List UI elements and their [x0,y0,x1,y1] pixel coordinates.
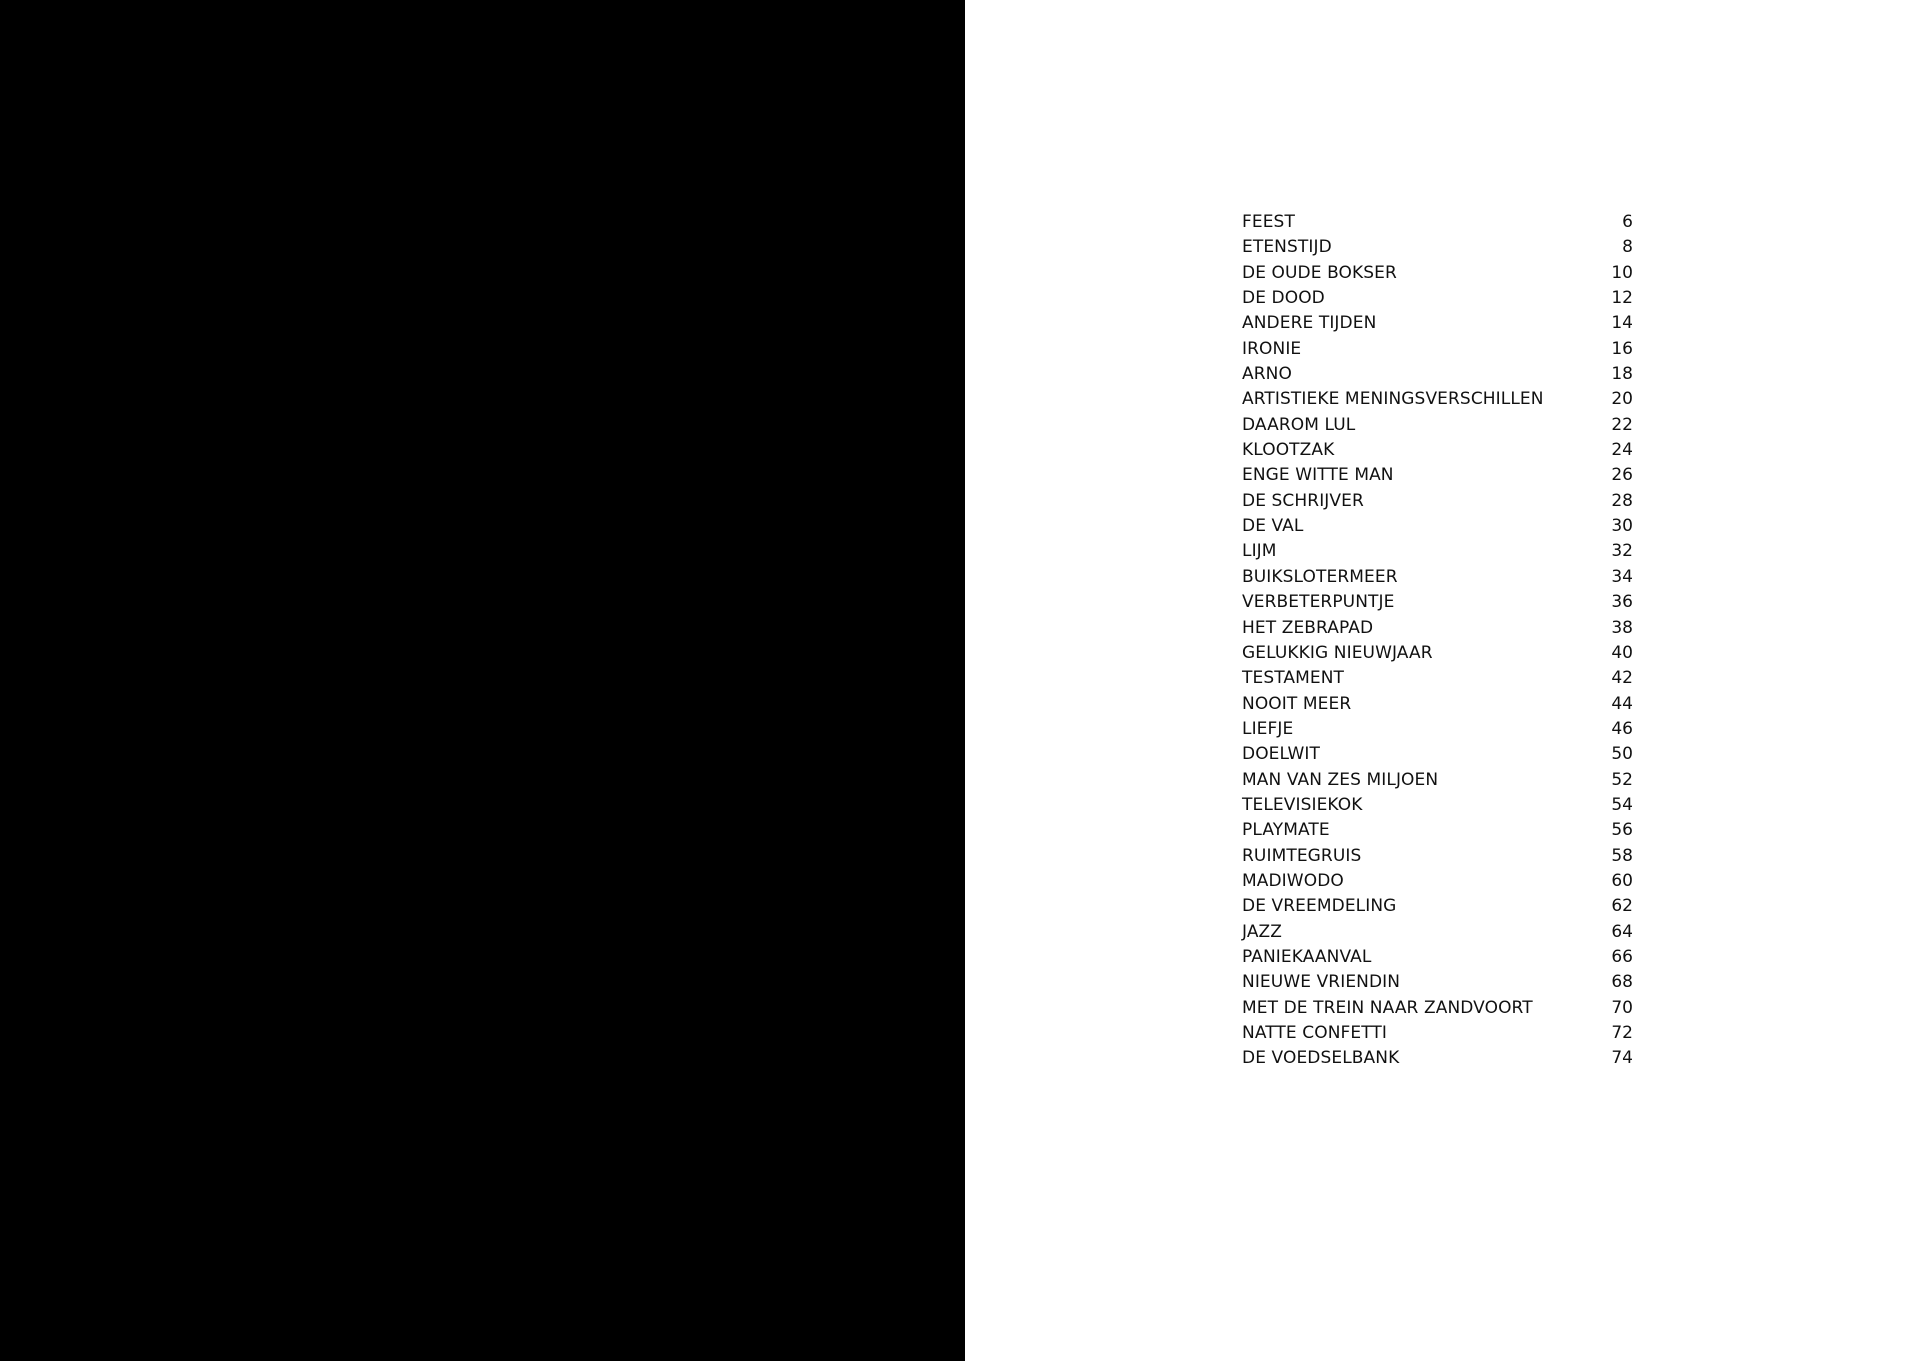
toc-entry [1242,210,1633,235]
toc-entry-page-number: 28 [1611,490,1633,511]
toc-entry [1242,514,1633,539]
toc-entry-page-number: 16 [1611,338,1633,359]
toc-entry-title: ARTISTIEKE MENINGSVERSCHILLEN [1242,389,1544,410]
toc-entry-title: ETENSTIJD [1242,237,1332,258]
toc-entry-title: IRONIE [1242,338,1302,359]
toc-entry-title: NATTE CONFETTI [1242,1023,1388,1043]
toc-entry-page-number: 46 [1611,718,1633,739]
toc-entry-page-number: 36 [1611,592,1633,613]
toc-entry [1242,717,1633,742]
toc-entry-page-number: 44 [1611,693,1633,714]
toc-entry [1242,337,1633,362]
toc-entry-page-number: 64 [1611,921,1633,942]
toc-entry-title: TESTAMENT [1242,668,1345,689]
toc-entry-title: DE VAL [1242,516,1304,537]
toc-entry-title: NIEUWE VRIENDIN [1242,972,1401,993]
toc-entry-title: PLAYMATE [1242,820,1330,841]
toc-entry-title: MET DE TREIN NAAR ZANDVOORT [1242,997,1533,1018]
toc-entry-page-number: 14 [1611,313,1633,334]
toc-entry-page-number: 54 [1611,794,1633,815]
toc-entry-title: HET ZEBRAPAD [1242,617,1374,638]
toc-entry-title: TELEVISIEKOK [1242,794,1363,815]
toc-entry-title: DAAROM LUL [1242,414,1356,435]
toc-entry-title: LIEFJE [1242,718,1294,739]
toc-entry [1242,413,1633,438]
toc-entry-title: BUIKSLOTERMEER [1242,566,1398,587]
toc-entry [1242,387,1633,412]
toc-entry-page-number: 70 [1611,997,1633,1018]
toc-entry-page-number: 68 [1611,972,1633,993]
toc-entry-page-number: 26 [1611,465,1633,486]
toc-entry-title: DE DOOD [1242,288,1325,309]
toc-entry-page-number: 56 [1611,820,1633,841]
toc-entry [1242,286,1633,311]
table-of-contents [1242,210,1633,1072]
toc-entry-page-number: 32 [1611,541,1633,562]
toc-entry-title: FEEST [1242,212,1295,232]
toc-entry-title: ANDERE TIJDEN [1242,313,1377,334]
toc-entry [1242,641,1633,666]
toc-entry-title: DOELWIT [1242,744,1321,765]
toc-entry-page-number: 22 [1611,414,1633,435]
toc-entry [1242,996,1633,1021]
toc-entry [1242,692,1633,717]
toc-entry-title: KLOOTZAK [1242,440,1335,461]
toc-entry-title: MADIWODO [1242,870,1344,891]
toc-entry [1242,793,1633,818]
toc-entry-page-number: 12 [1611,288,1633,309]
toc-entry [1242,666,1633,691]
toc-entry-page-number: 42 [1611,668,1633,689]
toc-entry-page-number: 24 [1611,440,1633,461]
toc-entry-title: JAZZ [1242,921,1283,942]
toc-entry [1242,894,1633,919]
toc-entry-page-number: 34 [1611,566,1633,587]
toc-entry-page-number: 20 [1611,389,1633,410]
toc-entry [1242,261,1633,286]
toc-entry-page-number: 30 [1611,516,1633,537]
toc-entry [1242,1021,1633,1046]
toc-entry-page-number: 62 [1611,896,1633,917]
toc-entry-title: ARNO [1242,364,1292,385]
toc-entry [1242,945,1633,970]
toc-entry-title: DE VREEMDELING [1242,896,1397,917]
toc-entry-title: RUIMTEGRUIS [1242,845,1362,866]
toc-entry [1242,565,1633,590]
toc-entry-title: NOOIT MEER [1242,693,1352,714]
toc-entry-page-number: 60 [1611,870,1633,891]
toc-entry-title: DE OUDE BOKSER [1242,262,1397,283]
toc-entry-title: PANIEKAANVAL [1242,946,1372,967]
toc-entry-page-number: 50 [1611,744,1633,765]
toc-entry [1242,869,1633,894]
toc-entry [1242,1046,1633,1071]
toc-entry-title: GELUKKIG NIEUWJAAR [1242,642,1433,663]
toc-entry-page-number: 58 [1611,845,1633,866]
toc-entry [1242,311,1633,336]
toc-entry-page-number: 40 [1611,642,1633,663]
toc-entry-page-number: 10 [1611,262,1633,283]
toc-entry [1242,970,1633,995]
toc-entry [1242,362,1633,387]
toc-entry-title: VERBETERPUNTJE [1242,592,1395,613]
toc-entry [1242,489,1633,514]
toc-entry [1242,616,1633,641]
toc-entry-page-number: 74 [1611,1048,1633,1069]
toc-entry [1242,768,1633,793]
toc-entry-title: LIJM [1242,541,1277,562]
toc-entry [1242,818,1633,843]
toc-entry [1242,742,1633,767]
toc-entry [1242,235,1633,260]
toc-entry-title: DE VOEDSELBANK [1242,1048,1400,1069]
toc-entry [1242,844,1633,869]
toc-entry-title: ENGE WITTE MAN [1242,465,1394,486]
toc-entry [1242,590,1633,615]
toc-entry-page-number: 52 [1611,769,1633,790]
toc-entry-title: MAN VAN ZES MILJOEN [1242,769,1439,790]
toc-entry-title: DE SCHRIJVER [1242,490,1364,511]
toc-entry [1242,463,1633,488]
toc-entry-page-number: 72 [1611,1023,1633,1043]
toc-entry-page-number: 8 [1622,237,1633,258]
toc-entry-page-number: 38 [1611,617,1633,638]
toc-entry [1242,438,1633,463]
toc-entry-page-number: 18 [1611,364,1633,385]
toc-entry-page-number: 6 [1622,212,1633,232]
toc-entry [1242,539,1633,564]
toc-entry [1242,920,1633,945]
toc-entry-page-number: 66 [1611,946,1633,967]
